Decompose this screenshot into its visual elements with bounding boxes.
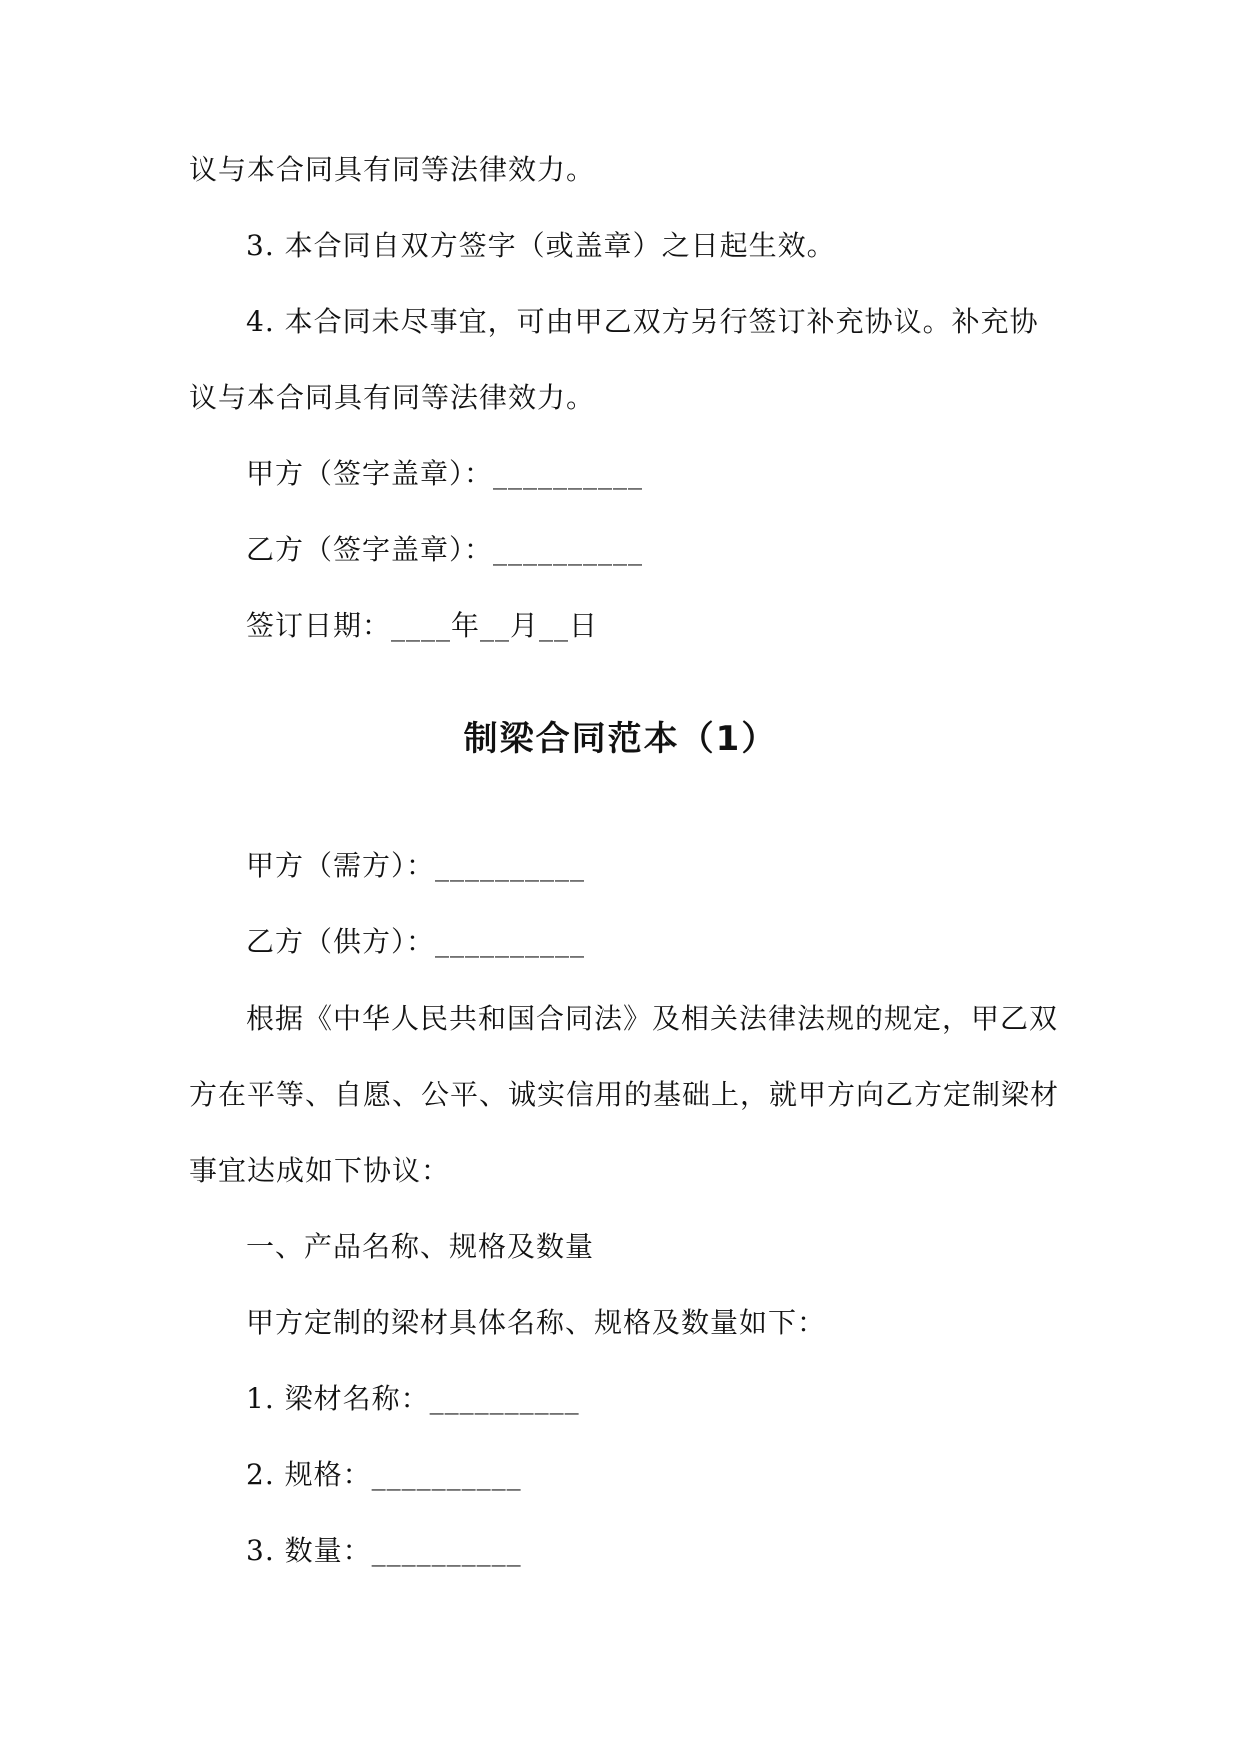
preamble-line-1: 根据《中华人民共和国合同法》及相关法律法规的规定，甲乙双	[246, 1002, 1059, 1035]
party-a-signature-line: 甲方（签字盖章）：__________	[246, 457, 644, 490]
preamble-line-3: 事宜达成如下协议：	[189, 1154, 451, 1187]
item-beam-name: 1. 梁材名称：__________	[246, 1382, 580, 1415]
item-specification: 2. 规格：__________	[246, 1458, 522, 1491]
party-a-buyer-line: 甲方（需方）：__________	[246, 849, 586, 882]
party-b-signature-line: 乙方（签字盖章）：__________	[246, 533, 644, 566]
signing-date-line: 签订日期：____年__月__日	[246, 609, 599, 642]
item-quantity: 3. 数量：__________	[246, 1534, 522, 1567]
clause-4-line-1: 4. 本合同未尽事宜，可由甲乙双方另行签订补充协议。补充协	[246, 305, 1039, 338]
continued-text-line: 议与本合同具有同等法律效力。	[189, 153, 596, 186]
party-b-supplier-line: 乙方（供方）：__________	[246, 925, 586, 958]
preamble-line-2: 方在平等、自愿、公平、诚实信用的基础上，就甲方向乙方定制梁材	[189, 1078, 1060, 1111]
clause-4-line-2: 议与本合同具有同等法律效力。	[189, 381, 596, 414]
section-1-intro: 甲方定制的梁材具体名称、规格及数量如下：	[246, 1306, 827, 1339]
contract-title: 制梁合同范本（1）	[463, 719, 778, 759]
section-1-heading: 一、产品名称、规格及数量	[246, 1230, 595, 1263]
clause-3: 3. 本合同自双方签字（或盖章）之日起生效。	[246, 229, 836, 262]
